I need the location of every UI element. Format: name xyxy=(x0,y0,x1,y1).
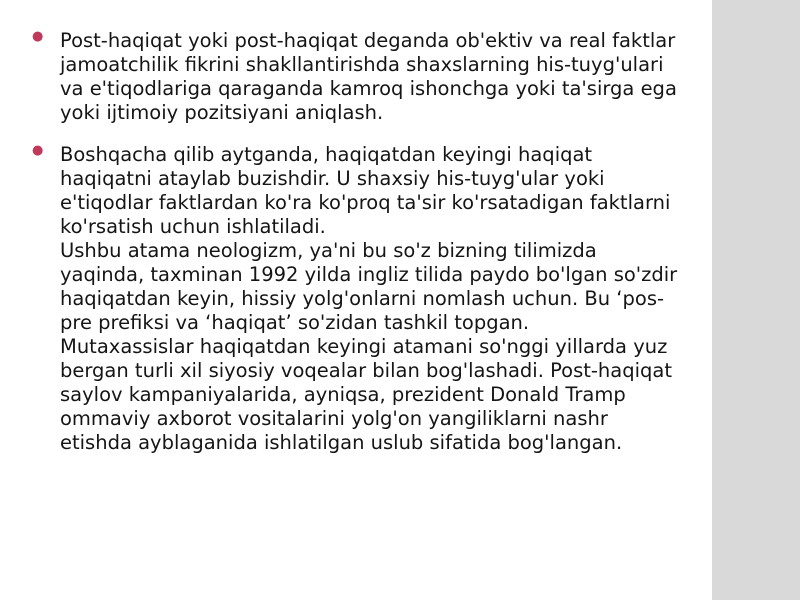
bullet-paragraph-group xyxy=(60,143,682,455)
bullet-item xyxy=(32,143,682,455)
bullet-dot-icon: ● xyxy=(32,29,44,44)
bullet-dot-icon: ● xyxy=(32,143,44,158)
bullet-paragraph: Ushbu atama neologizm, ya'ni bu so'z bizning tilimizda yaqinda, taxminan 1992 yilda ingliz tilida paydo bo'lgan so'zdir haqiqatdan keyin, hissiy yolg'onlarni nomlash uchun. Bu ‘pos-pre prefiksi va ‘haqiqat’ so'zidan tashkil topgan. xyxy=(60,239,678,334)
right-sidebar-panel xyxy=(712,0,800,600)
bullet-paragraph: Post-haqiqat yoki post-haqiqat deganda ob'ektiv va real faktlar jamoatchilik fikrini shakllantirishda shaxslarning his-tuyg'ulari va e'tiqodlariga qaraganda kamroq ishonchga yoki ta'sirga ega yoki ijtimoiy pozitsiyani aniqlash. xyxy=(60,29,677,124)
bullet-paragraph: Mutaxassislar haqiqatdan keyingi atamani so'nggi yillarda yuz bergan turli xil siyosiy voqealar bilan bog'lashadi. Post-haqiqat saylov kampaniyalarida, ayniqsa, prezident Donald Tramp ommaviy axborot vositalarini yolg'on yangiliklarni nashr etishda ayblaganida ishlatilgan uslub sifatida bog'langan. xyxy=(60,335,673,454)
bullet-paragraph: Boshqacha qilib aytganda, haqiqatdan keyingi haqiqat haqiqatni ataylab buzishdir. U shaxsiy his-tuyg'ular yoki e'tiqodlar faktlardan ko'ra ko'proq ta'sir ko'rsatadigan faktlarni ko'rsatish uchun ishlatiladi. xyxy=(60,143,671,238)
bullet-item xyxy=(32,29,682,125)
slide-body xyxy=(32,29,682,455)
